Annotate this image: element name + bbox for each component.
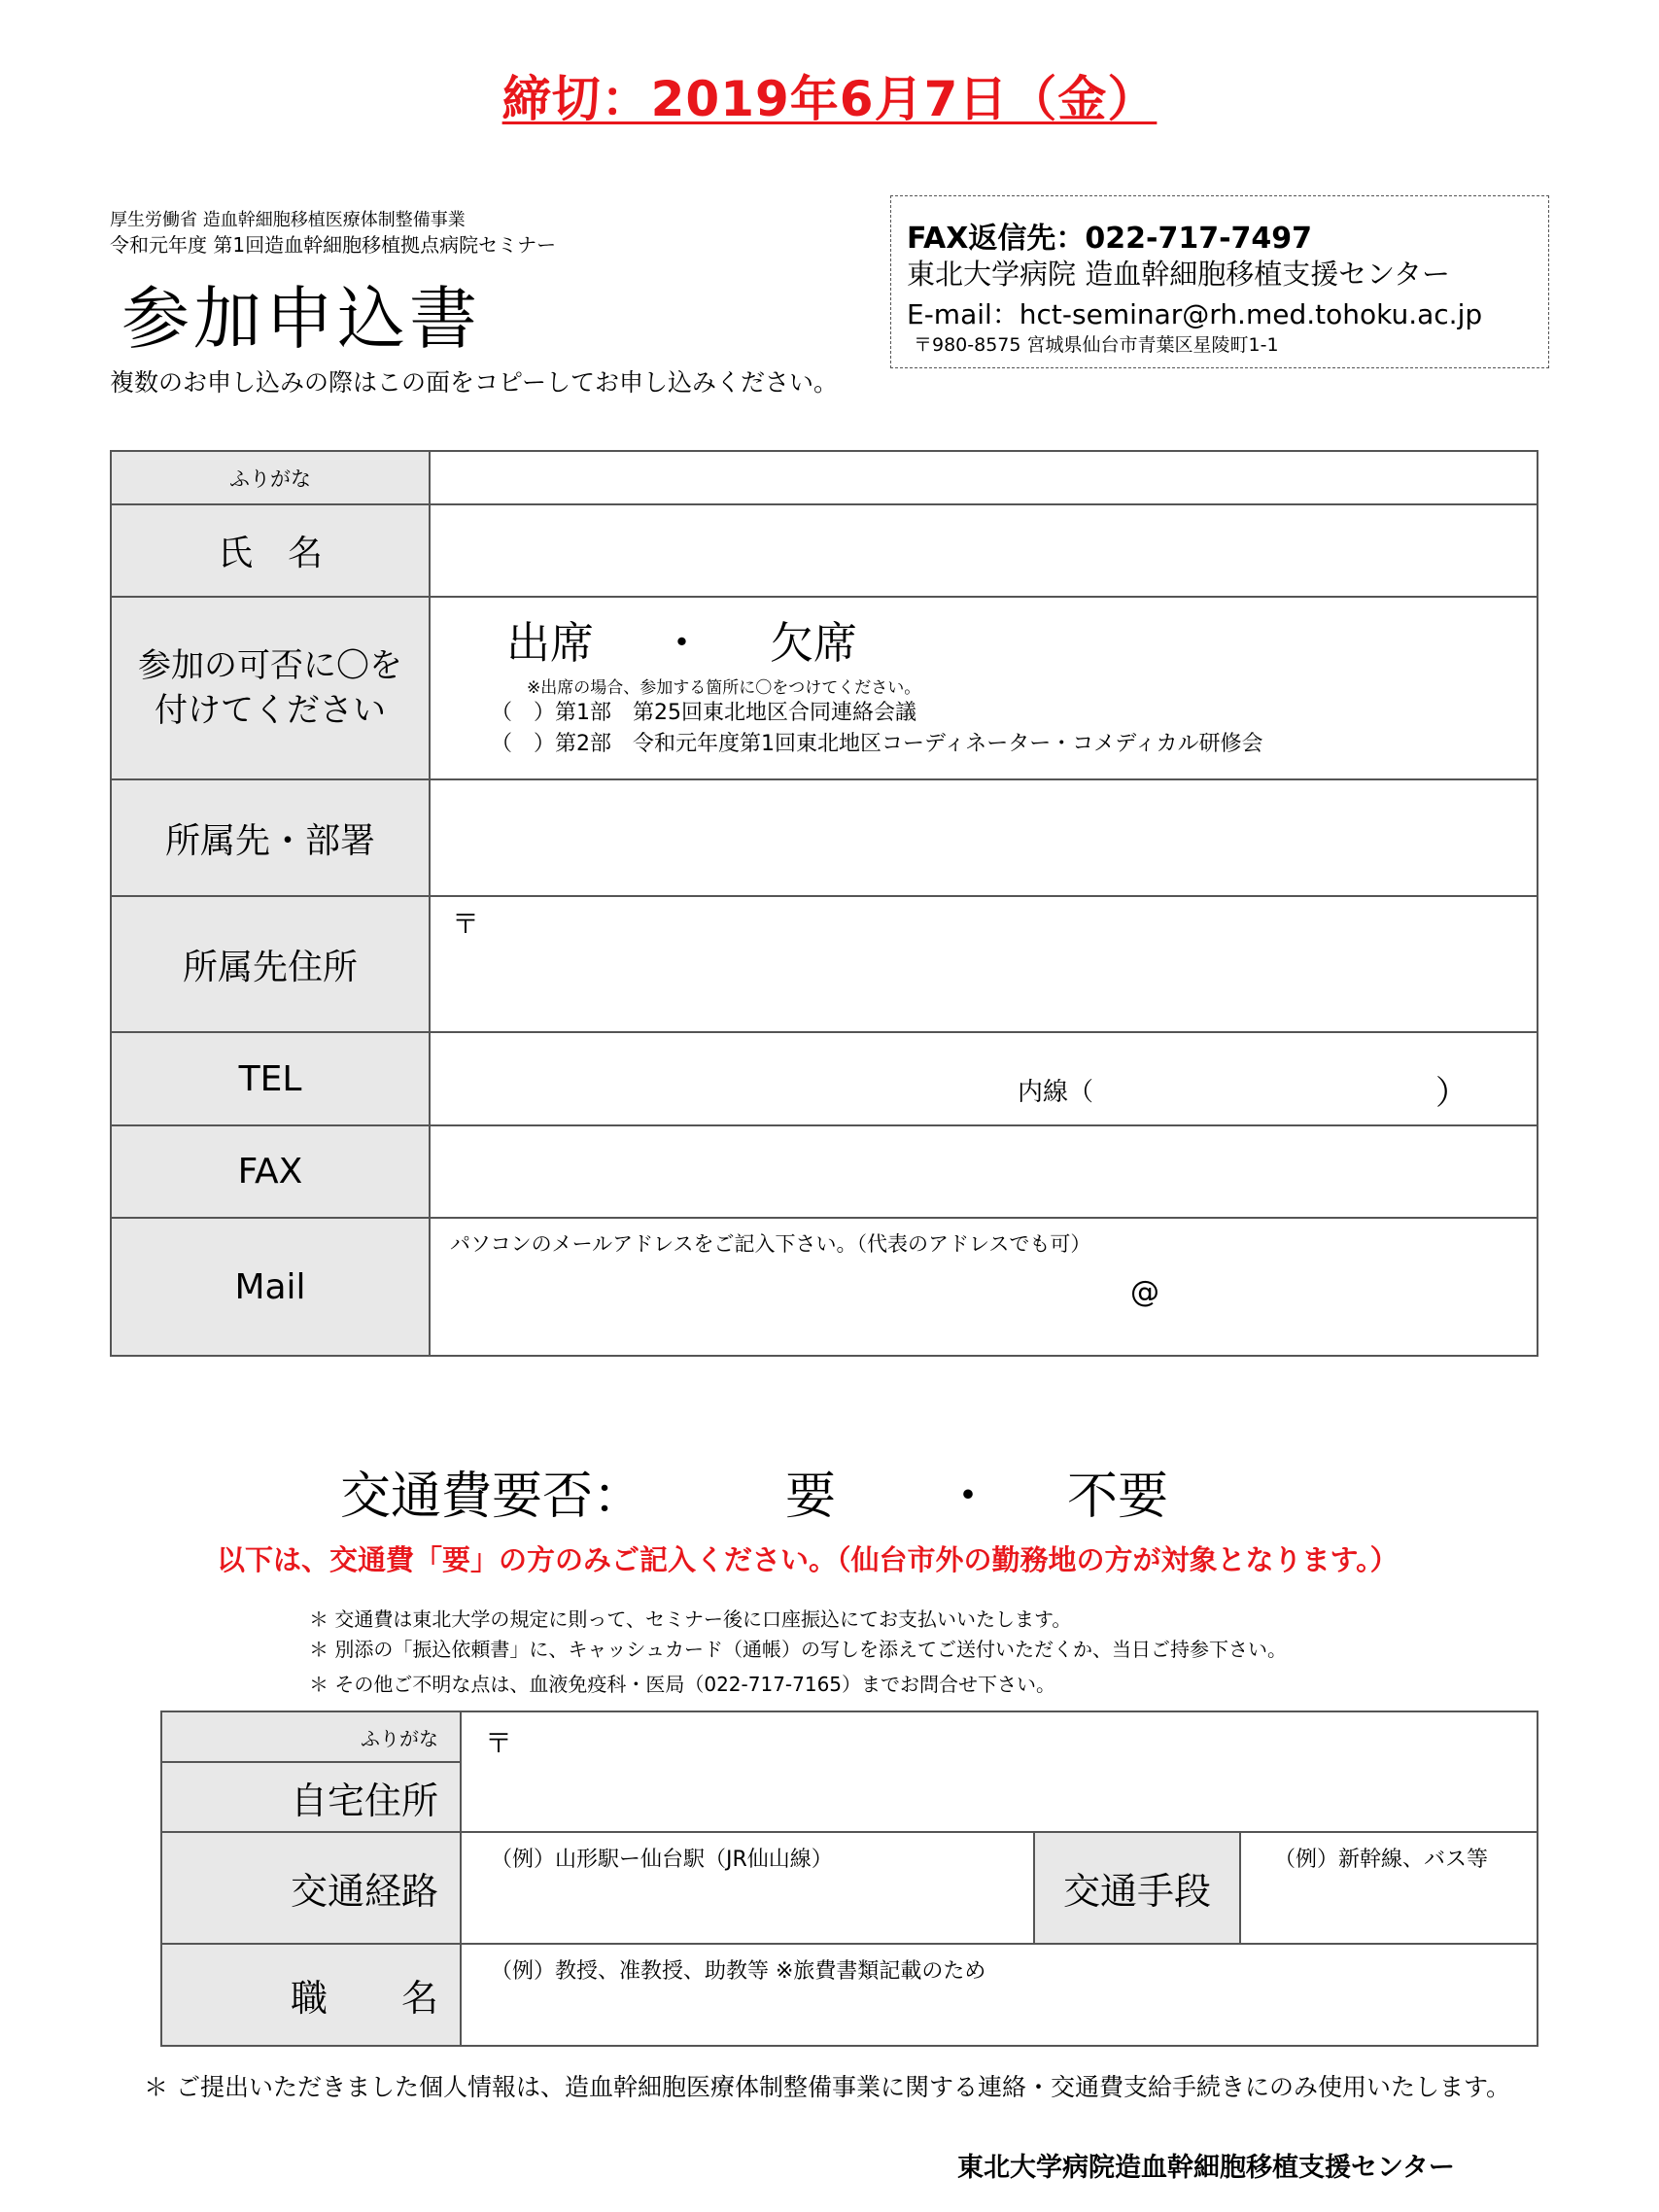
attendance-choices — [506, 607, 890, 671]
fax-address: 〒980-8575 宮城県仙台市青葉区星陵町1-1 — [914, 334, 1279, 356]
transport-note-2: ＊ 別添の「振込依頼書」に、キャッシュカード（通帳）の写しを添えてご送付いただくか、当日ご持参下さい。 — [309, 1638, 1287, 1661]
organization-line-1: 厚生労働省 造血幹細胞移植医療体制整備事業 — [110, 210, 466, 230]
extension-close: ） — [1435, 1074, 1469, 1113]
home-address-field[interactable] — [461, 1711, 1538, 1832]
postal-mark: 〒 — [452, 908, 480, 940]
transport-note-1: ＊ 交通費は東北大学の規定に則って、セミナー後に口座振込にてお支払いいたします。 — [309, 1607, 1072, 1631]
at-sign: @ — [1130, 1275, 1159, 1309]
address-label: 所属先住所 — [111, 896, 430, 1032]
mail-field[interactable] — [430, 1218, 1538, 1356]
extension-label: 内線（ — [1018, 1078, 1094, 1107]
address-field[interactable] — [430, 896, 1538, 1032]
name-label: 氏 名 — [111, 504, 430, 597]
transport-instruction: 以下は、交通費「要」の方のみご記入ください。（仙台市外の勤務地の方が対象となります。） — [217, 1543, 1399, 1576]
transport-note-3: ＊ その他ご不明な点は、血液免疫科・医局（022-717-7165）までお問合せ下さい。 — [309, 1673, 1056, 1696]
footer-organization: 東北大学病院造血幹細胞移植支援センター — [957, 2153, 1455, 2183]
position-label: 職 名 — [161, 1944, 461, 2046]
application-form-table — [110, 450, 1538, 1357]
copy-note: 複数のお申し込みの際はこの面をコピーしてお申し込みください。 — [110, 368, 839, 397]
furigana-field[interactable] — [430, 451, 1538, 504]
mail-label: Mail — [111, 1218, 430, 1356]
organization-line-2: 令和元年度 第1回造血幹細胞移植拠点病院セミナー — [110, 233, 557, 257]
attendance-label-line1: 参加の可否に〇を — [138, 646, 402, 685]
tel-field[interactable] — [430, 1032, 1538, 1125]
means-label: 交通手段 — [1034, 1832, 1240, 1944]
attend-no-option[interactable]: 欠席 — [770, 617, 858, 669]
home-postal-mark: 〒 — [485, 1727, 513, 1759]
fax-number: FAX返信先：022-717-7497 — [907, 222, 1313, 256]
affiliation-label: 所属先・部署 — [111, 779, 430, 896]
route-example: （例）山形駅ー仙台駅（JR仙山線） — [491, 1848, 833, 1872]
means-example: （例）新幹線、バス等 — [1274, 1848, 1489, 1872]
fax-email: E-mail：hct-seminar@rh.med.tohoku.ac.jp — [907, 298, 1483, 330]
transport-need-option[interactable]: 要 — [785, 1468, 837, 1526]
transport-not-need-option[interactable]: 不要 — [1067, 1468, 1169, 1526]
attendance-label — [111, 597, 430, 779]
deadline: 締切：2019年6月7日（金） — [501, 71, 1158, 127]
name-field[interactable] — [430, 504, 1538, 597]
route-label: 交通経路 — [161, 1832, 461, 1944]
furigana-label: ふりがな — [111, 451, 430, 504]
transport-form-table — [160, 1711, 1538, 2047]
fax-label: FAX — [111, 1125, 430, 1218]
transport-fee-title: 交通費要否： — [340, 1468, 644, 1526]
attendance-note: ※出席の場合、参加する箇所に〇をつけてください。 — [527, 678, 921, 698]
affiliation-field[interactable] — [430, 779, 1538, 896]
means-field[interactable] — [1240, 1832, 1538, 1944]
fax-recipient: 東北大学病院 造血幹細胞移植支援センター — [907, 258, 1451, 291]
session-option-1[interactable]: （ ）第1部 第25回東北地区合同連絡会議 — [491, 701, 916, 725]
home-address-label: 自宅住所 — [161, 1762, 461, 1832]
attend-separator: ・ — [660, 617, 705, 669]
fax-field[interactable] — [430, 1125, 1538, 1218]
form-title: 参加申込書 — [121, 279, 481, 359]
transport-separator: ・ — [943, 1468, 994, 1526]
tel-label: TEL — [111, 1032, 430, 1125]
attendance-label-line2: 付けてください — [155, 691, 386, 730]
position-field[interactable] — [461, 1944, 1538, 2046]
privacy-note: ＊ ご提出いただきました個人情報は、造血幹細胞医療体制整備事業に関する連絡・交通費支給手続きにのみ使用いたします。 — [144, 2073, 1510, 2101]
attendance-field[interactable] — [430, 597, 1538, 779]
mail-note: パソコンのメールアドレスをご記入下さい。（代表のアドレスでも可） — [450, 1232, 1091, 1256]
extension — [1018, 1072, 1601, 1113]
session-option-2[interactable]: （ ）第2部 令和元年度第1回東北地区コーディネーター・コメディカル研修会 — [491, 732, 1263, 756]
attend-yes-option[interactable]: 出席 — [506, 617, 595, 669]
position-example: （例）教授、准教授、助教等 ※旅費書類記載のため — [491, 1959, 986, 1984]
home-furigana-label: ふりがな — [161, 1711, 461, 1762]
route-field[interactable] — [461, 1832, 1034, 1944]
